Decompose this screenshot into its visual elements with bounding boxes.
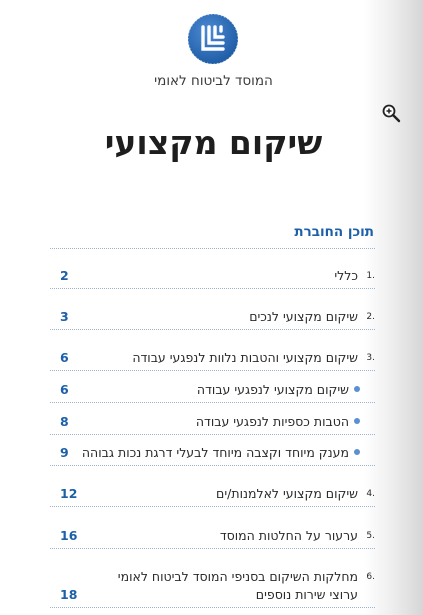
toc-item-page: 12	[60, 486, 78, 501]
toc-item-label: ערעור על החלטות המוסד	[219, 528, 358, 543]
toc-item-branches[interactable]	[50, 568, 375, 604]
toc-separator	[50, 248, 375, 249]
toc-separator	[50, 370, 375, 371]
bullet-icon	[354, 386, 360, 392]
toc-item-page: 2	[60, 268, 69, 283]
org-name: המוסד לביטוח לאומי	[154, 73, 273, 89]
toc-item-label: שיקום מקצועי לאלמנות/ים	[216, 486, 358, 501]
page-title: שיקום מקצועי	[104, 123, 323, 162]
toc-separator	[50, 607, 375, 608]
zoom-in-icon[interactable]	[381, 103, 401, 123]
toc-item-number: 6.	[366, 572, 375, 582]
toc-separator	[50, 402, 375, 403]
toc-separator	[50, 548, 375, 549]
toc-separator	[50, 465, 375, 466]
toc-item-label: הטבות כספיות לנפגעי עבודה	[195, 414, 349, 429]
toc-item-number: 3.	[366, 353, 375, 363]
toc-item-label: כללי	[334, 268, 358, 283]
toc-item-page: 8	[60, 414, 69, 429]
toc-item-number: 2.	[366, 312, 375, 322]
toc-item-number: 5.	[366, 531, 375, 541]
toc-separator	[50, 288, 375, 289]
toc-item-page: 6	[60, 350, 69, 365]
toc-item-label-line2: ערוצי שירות נוספים	[255, 587, 358, 602]
toc-separator	[50, 329, 375, 330]
bullet-icon	[354, 449, 360, 455]
national-insurance-logo	[187, 13, 239, 65]
toc-heading: תוכן החוברת	[294, 224, 374, 240]
toc-item-label-line1: מחלקות השיקום בסניפי המוסד לביטוח לאומי	[117, 569, 358, 584]
bullet-icon	[354, 418, 360, 424]
toc-item-number: 4.	[366, 489, 375, 499]
toc-separator	[50, 434, 375, 435]
toc-item-page: 18	[60, 587, 78, 602]
toc-separator	[50, 506, 375, 507]
toc-item-page: 6	[60, 382, 69, 397]
toc-item-page: 3	[60, 309, 69, 324]
toc-item-page: 16	[60, 528, 78, 543]
toc-item-label: מענק מיוחד וקצבה מיוחד לבעלי דרגת נכות גבוהה	[81, 445, 349, 460]
toc-item-page: 9	[60, 445, 69, 460]
toc-item-label: שיקום מקצועי לנכים	[249, 309, 358, 324]
toc-item-number: 1.	[366, 271, 375, 281]
toc-item-label: שיקום מקצועי לנפגעי עבודה	[196, 382, 349, 397]
toc-item-label: שיקום מקצועי והטבות נלוות לנפגעי עבודה	[132, 350, 358, 365]
